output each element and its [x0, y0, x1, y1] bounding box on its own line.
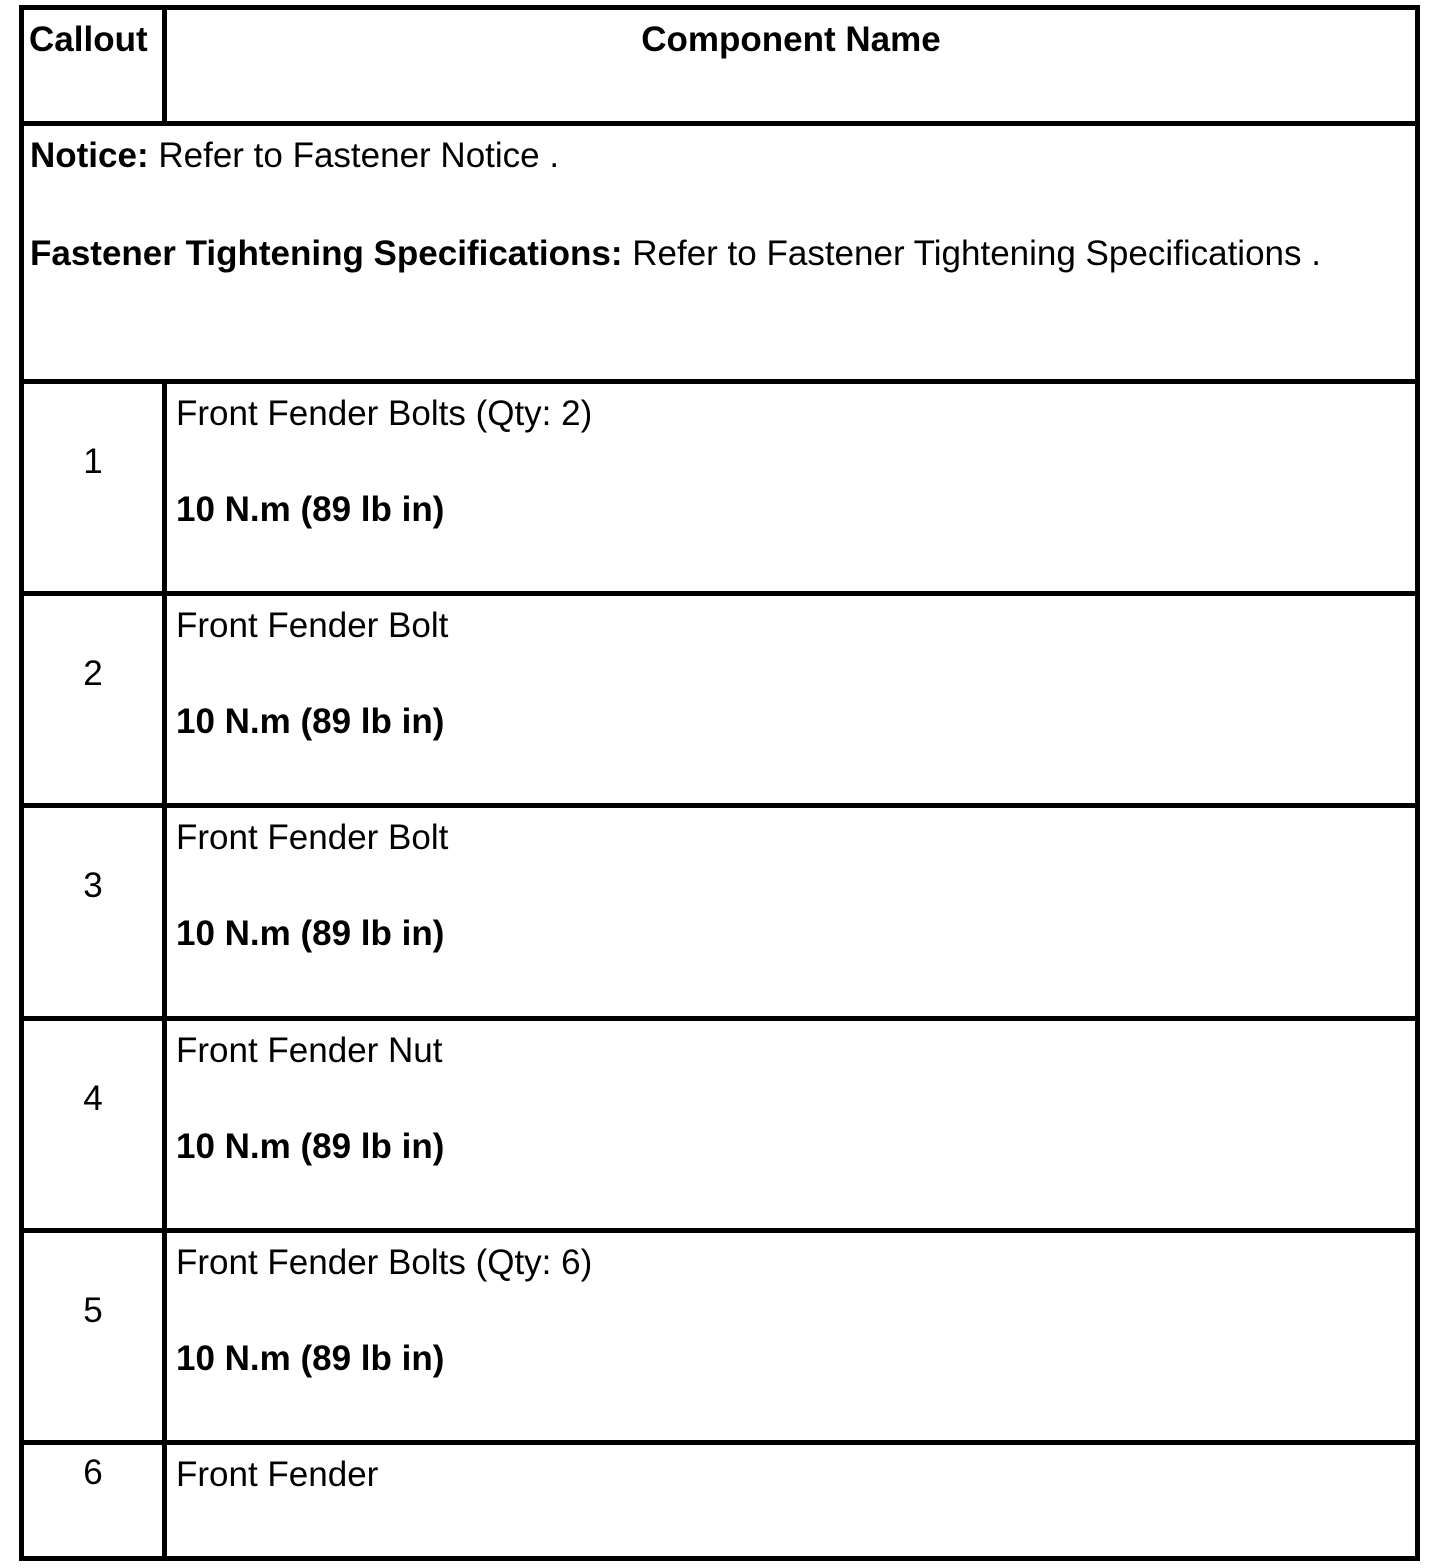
component-cell	[165, 1442, 1418, 1558]
component-name: Front Fender Bolt	[176, 606, 449, 646]
component-table-container	[19, 5, 1415, 1561]
notice-row	[22, 124, 1418, 382]
callout-number: 4	[22, 1018, 165, 1230]
notice-paragraph	[30, 132, 1407, 180]
spec-label: Fastener Tightening Specifications:	[30, 234, 623, 274]
component-name: Front Fender Nut	[176, 1030, 443, 1070]
table-row	[22, 1442, 1418, 1558]
table-row	[22, 594, 1418, 806]
component-cell	[165, 806, 1418, 1018]
torque-value: 10 N.m (89 lb in)	[176, 914, 445, 954]
torque-value: 10 N.m (89 lb in)	[176, 1126, 445, 1166]
table-row	[22, 1230, 1418, 1442]
notice-label: Notice:	[30, 136, 149, 176]
table-row	[22, 1018, 1418, 1230]
header-row	[22, 8, 1418, 124]
component-cell	[165, 1230, 1418, 1442]
callout-number: 2	[22, 594, 165, 806]
component-table	[19, 5, 1420, 1561]
component-cell	[165, 382, 1418, 594]
component-name: Front Fender Bolts (Qty: 2)	[176, 394, 593, 434]
spec-text: Refer to Fastener Tightening Specifications .	[632, 234, 1321, 274]
callout-number: 3	[22, 806, 165, 1018]
component-name: Front Fender Bolt	[176, 818, 449, 858]
notice-text: Refer to Fastener Notice .	[158, 136, 560, 176]
torque-value: 10 N.m (89 lb in)	[176, 1338, 445, 1378]
callout-number: 6	[22, 1442, 165, 1558]
callout-number: 5	[22, 1230, 165, 1442]
spec-paragraph	[30, 230, 1407, 278]
component-name: Front Fender Bolts (Qty: 6)	[176, 1242, 593, 1282]
header-component-name: Component Name	[165, 8, 1418, 124]
torque-value: 10 N.m (89 lb in)	[176, 702, 445, 742]
component-name: Front Fender	[176, 1454, 379, 1494]
torque-value: 10 N.m (89 lb in)	[176, 490, 445, 530]
callout-number: 1	[22, 382, 165, 594]
component-cell	[165, 594, 1418, 806]
table-row	[22, 382, 1418, 594]
header-callout: Callout	[22, 8, 165, 124]
table-row	[22, 806, 1418, 1018]
component-cell	[165, 1018, 1418, 1230]
notice-cell	[22, 124, 1418, 382]
